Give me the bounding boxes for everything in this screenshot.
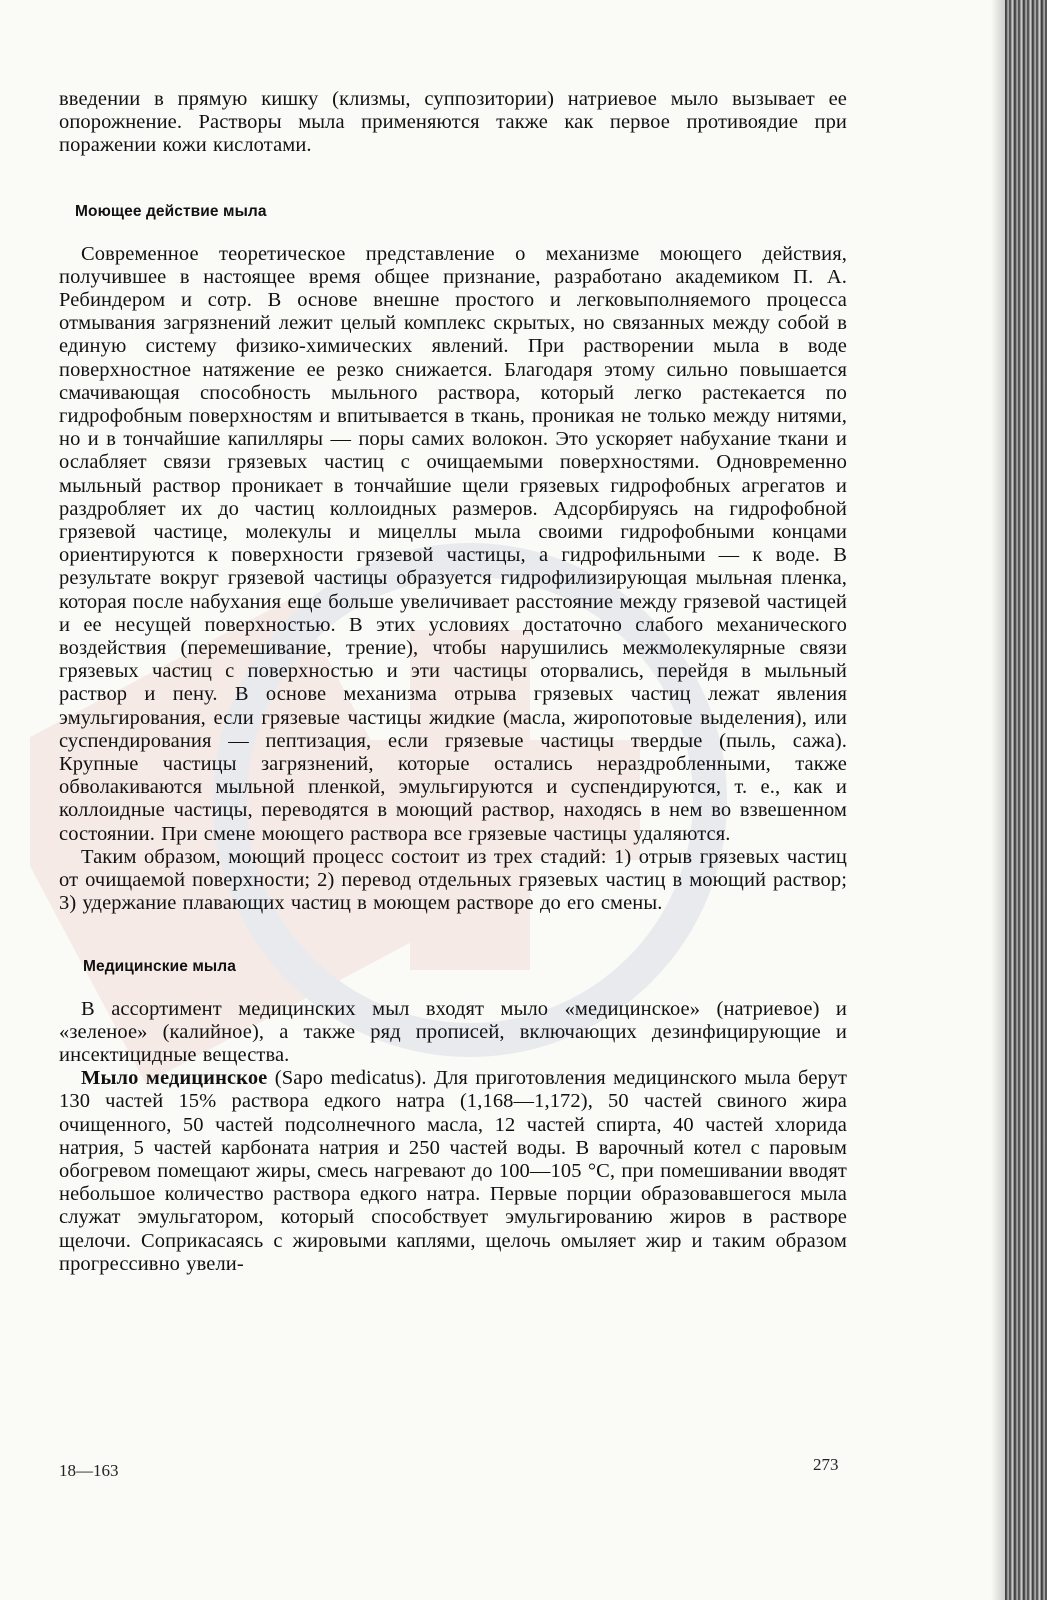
section-heading-medical-soaps: Медицинские мыла [83, 957, 236, 975]
binding-edge [1005, 0, 1047, 1600]
medical-soap-description: (Sapo medicatus). Для приготовления медицинского мыла берут 130 частей 15% раствора едкого натра (1,168—1,172), 50 частей свиного жира очищенного, 50 частей подсолнечного масла, 12 частей спирта, 40 частей хлорида натрия, 5 частей карбоната натрия и 250 частей воды. В варочный котел с паровым обогревом помещают жиры, смесь нагревают до 100—105 °С, при помешивании вводят небольшое количество раствора едкого натра. Первые порции образовавшегося мыла служат эмульгатором, который способствует эмульгированию жиров в растворе щелочи. Соприкасаясь с жировыми каплями, щелочь омыляет жир и таким образом прогрессивно увели- [59, 1067, 848, 1275]
page-number: 273 [813, 1455, 839, 1474]
medical-soaps-paragraph-1: В ассортимент медицинских мыл входят мыло «медицинское» (натриевое) и «зеленое» (калийное), а также ряд прописей, включающих дезинфицирующие и инсектицидные вещества. [59, 997, 847, 1066]
medical-soap-paragraph [59, 1067, 847, 1276]
intro-paragraph: введении в прямую кишку (клизмы, суппозитории) натриевое мыло вызывает ее опорожнение. Растворы мыла применяются также как первое противоядие при поражении кожи кислотами. [59, 88, 847, 157]
washing-paragraph-2: Таким образом, моющий процесс состоит из трех стадий: 1) отрыв грязевых частиц от очищаемой поверхности; 2) перевод отдельных грязевых частиц в моющий раствор; 3) удержание плавающих частиц в моющем растворе до его смены. [59, 845, 847, 915]
printer-signature: 18—163 [59, 1461, 119, 1480]
text-column [59, 88, 847, 1276]
section-heading-washing-action: Моющее действие мыла [75, 202, 267, 220]
washing-paragraph-1: Современное теоретическое представление о механизме моющего действия, получившее в настоящее время общее признание, разработано академиком П. А. Ребиндером и сотр. В основе внешне простого и легковыполняемого процесса отмывания загрязнений лежит целый комплекс скрытых, но связанных между собой в единую систему физико-химических явлений. При растворении мыла в воде поверхностное натяжение ее резко снижается. Благодаря этому сильно повышается смачивающая способность мыльного раствора, который легко растекается по гидрофобным поверхностям и впитывается в ткань, проникая не только между нитями, но и в тончайшие капилляры — поры самих волокон. Это ускоряет набухание ткани и ослабляет связи грязевых частиц с очищаемыми поверхностями. Одновременно мыльный раствор проникает в тончайшие щели грязевых гидрофобных агрегатов и раздробляет их до частиц коллоидных размеров. Адсорбируясь на гидрофобной грязевой частице, молекулы и мицеллы мыла своими гидрофобными концами ориентируются к поверхности грязевой частицы, а гидрофильными — к воде. В результате вокруг грязевой частицы образуется гидрофилизирующая мыльная пленка, которая после набухания еще больше увеличивает расстояние между грязевой частицей и ее несущей поверхностью. В этих условиях достаточно слабого механического воздействия (перемешивание, трение), чтобы нарушились межмолекулярные связи грязевых частиц с поверхностью и эти частицы оторвались, перейдя в мыльный раствор и пену. В основе механизма отрыва грязевых частиц лежат явления эмульгирования, если грязевые частицы жидкие (масла, жиропотовые выделения), или суспендирования — пептизация, если грязевые частицы твердые (пыль, сажа). Крупные частицы загрязнений, которые остались нераздробленными, также обволакиваются мыльной пленкой, эмульгируются и суспендируются, т. е., как и коллоидные частицы, переводятся в моющий раствор, находясь в нем во взвешенном состоянии. При смене моющего раствора все грязевые частицы удаляются. [59, 242, 847, 845]
binding-shadow [991, 0, 1005, 1600]
medical-soap-term: Мыло медицинское [81, 1067, 268, 1090]
